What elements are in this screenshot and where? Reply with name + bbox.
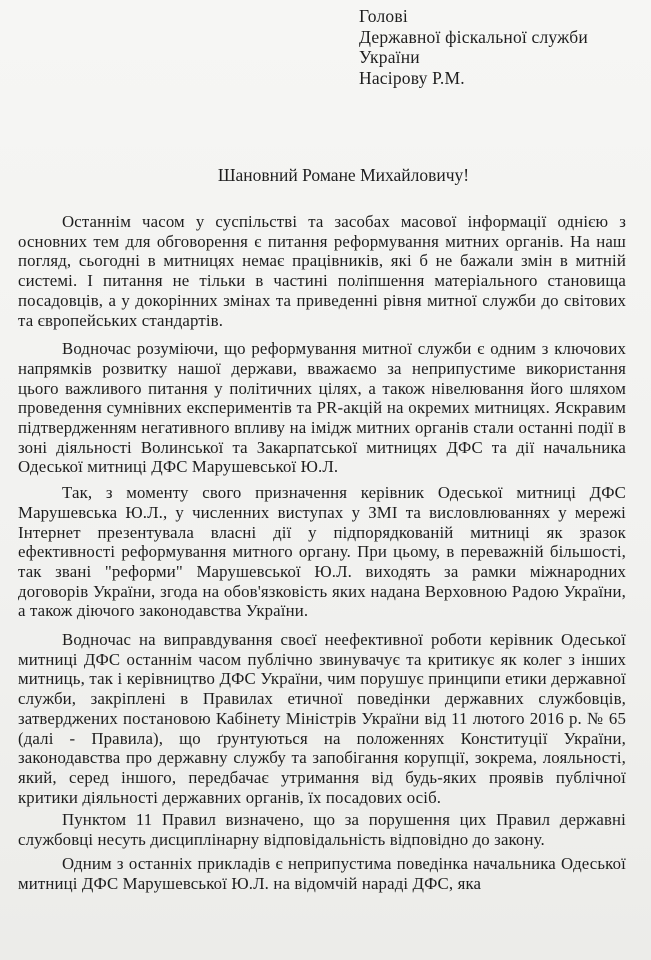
paragraph-1: Останнім часом у суспільстві та засобах масової інформації однією з основних тем для обговорення є питання реформування митних органів. На наш погляд, сьогодні в митницях немає працівників, які б не бажали змін в митній системі. І питання не тільки в частині поліпшення матеріального становища посадовців, а у докорінних змінах та приведенні рівня митної служби до світових та європейських стандартів. xyxy=(18,212,626,330)
paragraph-2: Водночас розуміючи, що реформування митної служби є одним з ключових напрямків розвитку нашої держави, вважаємо за неприпустиме використання цього важливого питання у політичних цілях, а також нівелювання його шляхом проведення сумнівних експериментів та PR-акцій на окремих митницях. Яскравим підтвердженням негативного впливу на імідж митних органів стали останні події в зоні діяльності Волинської та Закарпатської митницях ДФС та дії начальника Одеської митниці ДФС Марушевської Ю.Л. xyxy=(18,339,626,477)
addressee-line-2: Державної фіскальної служби xyxy=(359,26,588,47)
addressee-line-3: України xyxy=(359,47,420,67)
addressee-block xyxy=(359,6,588,88)
addressee-line-4: Насірову Р.М. xyxy=(359,67,465,88)
paragraph-6: Одним з останніх прикладів є неприпустима поведінка начальника Одеської митниці ДФС Марушевської Ю.Л. на відомчій нараді ДФС, яка xyxy=(18,853,626,893)
paragraph-3: Так, з моменту свого призначення керівник Одеської митниці ДФС Марушевська Ю.Л., у численних виступах у ЗМІ та висловлюваннях у мережі Інтернет презентувала власні дії у підпорядкованій митниці як зразок ефективності реформування митного органу. При цьому, в переважній більшості, так звані "реформи" Марушевської Ю.Л. виходять за рамки міжнародних договорів України, згода на обов'язковість яких надана Верховною Радою України, а також діючого законодавства України. xyxy=(18,483,626,621)
paragraph-5: Пунктом 11 Правил визначено, що за порушення цих Правил державні службовці несуть дисциплінарну відповідальність відповідно до закону. xyxy=(18,810,626,850)
addressee-line-1: Голові xyxy=(359,6,408,26)
letter-body xyxy=(18,212,626,893)
salutation: Шановний Романе Михайловичу! xyxy=(217,165,470,185)
paragraph-4: Водночас на виправдування своєї неефективної роботи керівник Одеської митниці ДФС останнім часом публічно звинувачує та критикує як колег з інших митниць, так і керівництво ДФС України, чим порушує принципи етики державної служби, закріплені в Правилах етичної поведінки державних службовців, затверджених постановою Кабінету Міністрів України від 11 лютого 2016 р. № 65 (далі - Правила), що ґрунтуються на положеннях Конституції України, законодавства про державну службу та запобігання корупції, зокрема, лояльності, який, серед іншого, передбачає утримання від будь-яких проявів публічної критики діяльності державних органів, їх посадових осіб. xyxy=(18,630,626,807)
